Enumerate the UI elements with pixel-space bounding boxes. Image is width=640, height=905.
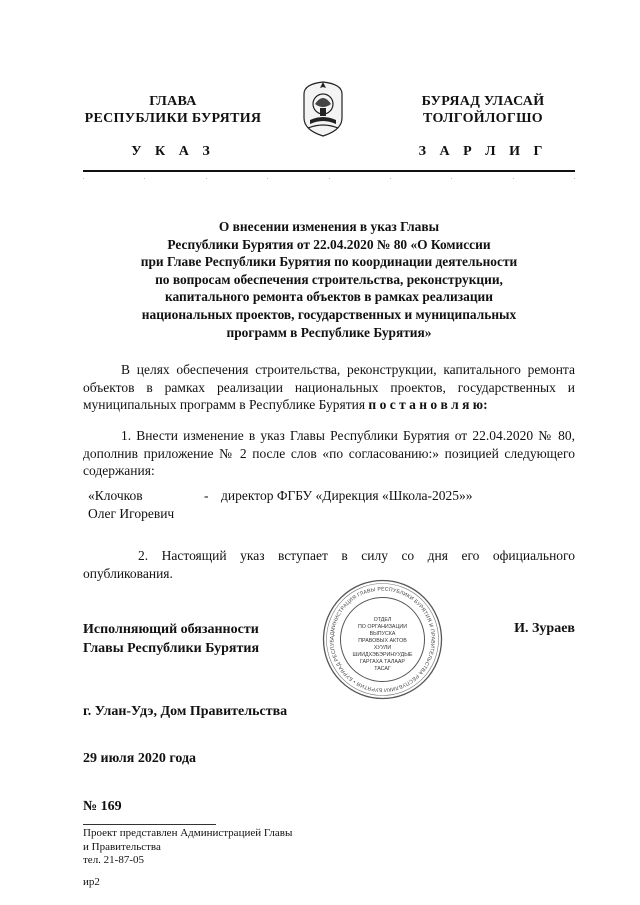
- place: г. Улан-Удэ, Дом Правительства: [83, 704, 288, 719]
- header-left-line1: ГЛАВА: [149, 94, 197, 109]
- preamble: [83, 361, 575, 414]
- title-line: О внесении изменения в указ Главы: [218, 219, 440, 234]
- title-line: Республики Бурятия от 22.04.2020 № 80 «О Комиссии: [167, 236, 491, 252]
- stamp-line: ГАРГАХА ТАЛААР: [360, 659, 405, 665]
- entry-surname: «Клочков: [88, 488, 143, 503]
- header-right: [393, 93, 573, 127]
- entry-name: [88, 487, 208, 522]
- stamp-line: ВЫПУСКА: [369, 631, 396, 637]
- preamble-text: В целях обеспечения строительства, реконструкции, капитального ремонта объектов в рамках реализации национальных проектов, государственных и муниципальных программ в Республике Бурятия: [83, 362, 575, 412]
- entry-dash: -: [204, 488, 209, 503]
- decree-word: п о с т а н о в л я ю:: [368, 397, 488, 412]
- footnote-separator: [83, 824, 216, 825]
- header-right-line1: БУРЯАД УЛАСАЙ: [421, 94, 545, 109]
- doc-type-russian: У К А З: [131, 144, 215, 159]
- stamp-line: ПО ОРГАНИЗАЦИИ: [358, 624, 407, 630]
- buryatia-coat-of-arms-icon: [298, 78, 348, 138]
- stamp-line: ОТДЕЛ: [373, 617, 392, 623]
- date: 29 июля 2020 года: [83, 751, 197, 766]
- stamp-line: ТАСАГ: [374, 666, 391, 672]
- footnote-line: тел. 21-87-05: [83, 854, 145, 866]
- title-line: национальных проектов, государственных и муниципальных: [141, 306, 517, 322]
- header-left-line2: РЕСПУБЛИКИ БУРЯТИЯ: [84, 111, 262, 126]
- title-line: по вопросам обеспечения строительства, реконструкции,: [155, 271, 503, 287]
- signatory-name: И. Зураев: [514, 621, 575, 636]
- entry-position: директор ФГБУ «Дирекция «Школа-2025»»: [221, 488, 473, 503]
- title-line: капитального ремонта объектов в рамках реализации: [165, 289, 493, 305]
- official-stamp: [320, 577, 445, 702]
- title-line: при Главе Республики Бурятия по координации деятельности: [140, 254, 518, 270]
- stamp-line: ШИИДХЭБЭРИНУУДЫЕ: [352, 652, 413, 658]
- header-left: [83, 93, 263, 127]
- footnote: [83, 827, 383, 868]
- item-1: 1. Внести изменение в указ Главы Республики Бурятия от 22.04.2020 № 80, дополнив приложение № 2 после слов «по согласованию:» позицией следующего содержания:: [83, 428, 575, 478]
- role-line: Исполняющий обязанности: [83, 622, 259, 637]
- footnote-line: и Правительства: [83, 840, 161, 853]
- signatory-role: [83, 621, 323, 658]
- entry-given-name: Олег Игоревич: [88, 505, 175, 521]
- stamp-line: ХУУЛИ: [373, 645, 392, 651]
- header-right-line2: ТОЛГОЙЛОГШО: [423, 111, 543, 126]
- header-dotted-rule: [83, 178, 575, 182]
- role-line: Главы Республики Бурятия: [83, 640, 260, 656]
- decree-number: № 169: [83, 799, 122, 814]
- document-title: [83, 218, 575, 341]
- footnote-line: Проект представлен Администрацией Главы: [83, 827, 293, 839]
- header-rule: [83, 170, 575, 172]
- footnote-code: ир2: [83, 876, 100, 888]
- title-line: программ в Республике Бурятия»: [226, 324, 432, 340]
- stamp-line: ПРАВОВЫХ АКТОВ: [358, 638, 407, 644]
- item-2: 2. Настоящий указ вступает в силу со дня его официального опубликования.: [83, 548, 575, 581]
- doc-type-buryat: З А Р Л И Г: [418, 144, 548, 159]
- stamp-outer-text: АДМИНИСТРАЦИЯ ГЛАВЫ РЕСПУБЛИКИ БУРЯТИЯ И ПРАВИТЕЛЬСТВА РЕСПУБЛИКИ БУРЯТИЯ • БУРЯАД РЕСПУБ: [329, 586, 436, 693]
